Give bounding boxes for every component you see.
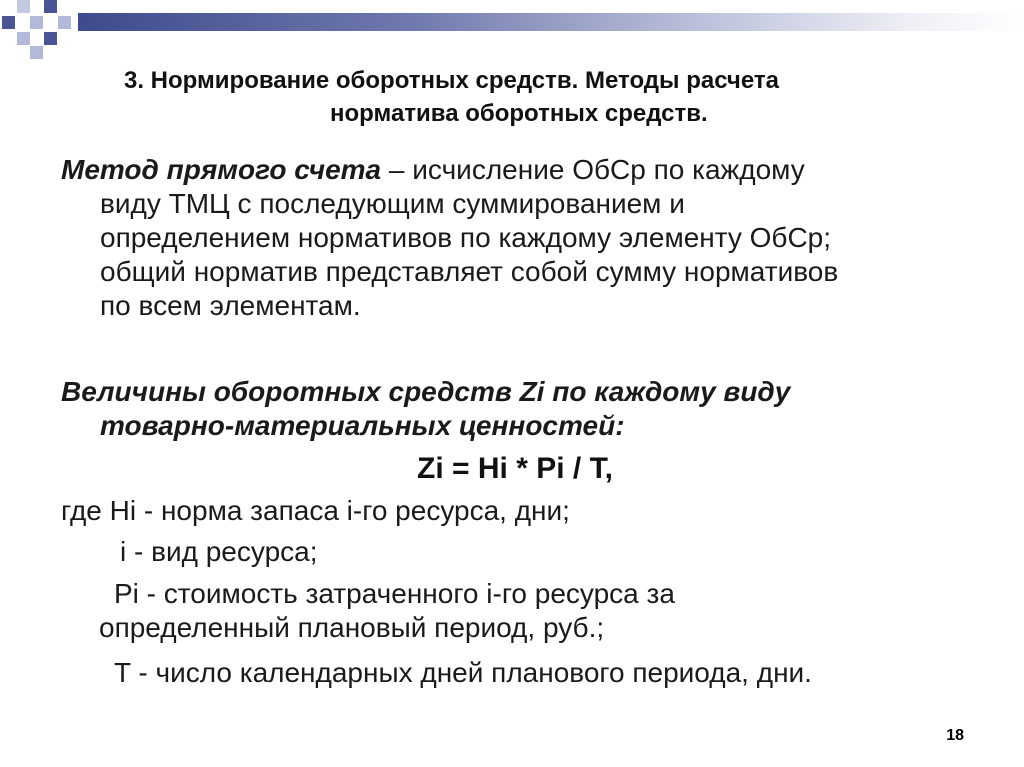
decor-square	[30, 46, 43, 59]
decor-square	[30, 16, 43, 29]
header-gradient-band	[78, 13, 1024, 31]
page-number: 18	[946, 727, 964, 744]
definition-i: i - вид ресурса;	[120, 536, 318, 567]
decor-square	[58, 16, 71, 29]
decor-square	[2, 16, 15, 29]
values-heading-line1: Величины оборотных средств Zi по каждому виду	[61, 376, 791, 407]
formula	[0, 452, 1024, 486]
slide-title	[120, 64, 920, 130]
decorative-squares	[0, 0, 80, 60]
direct-count-method-paragraph	[61, 153, 961, 323]
definition-pi	[99, 577, 1014, 645]
decor-square	[17, 32, 30, 45]
formula-text: Zi = Hi * Pi / T,	[417, 452, 613, 485]
slide-title-line2: норматива оборотных средств.	[330, 100, 708, 127]
definition-pi-line2: определенный плановый период, руб.;	[99, 612, 605, 643]
definition-t: T - число календарных дней планового периода, дни.	[114, 657, 812, 688]
slide-title-line1: 3. Нормирование оборотных средств. Методы расчета	[124, 67, 779, 94]
decor-square	[44, 32, 57, 45]
method-definition-line2: виду ТМЦ с последующим суммированием и	[100, 188, 685, 219]
working-capital-values-heading	[61, 375, 961, 443]
definition-hi: где Hi - норма запаса i-го ресурса, дни;	[61, 495, 570, 526]
method-definition-line3: определением нормативов по каждому элементу ОбСр;	[100, 222, 832, 253]
decor-square	[44, 0, 57, 13]
values-heading-line2: товарно-материальных ценностей:	[100, 410, 625, 441]
method-term: Метод прямого счета	[61, 154, 382, 185]
method-definition-line4: общий норматив представляет собой сумму нормативов	[100, 256, 839, 287]
method-definition-start: – исчисление ОбСр по каждому	[381, 154, 805, 185]
method-definition-line5: по всем элементам.	[100, 290, 361, 321]
definition-pi-line1: Pi - стоимость затраченного i-го ресурса за	[114, 578, 675, 609]
decor-square	[17, 0, 30, 13]
